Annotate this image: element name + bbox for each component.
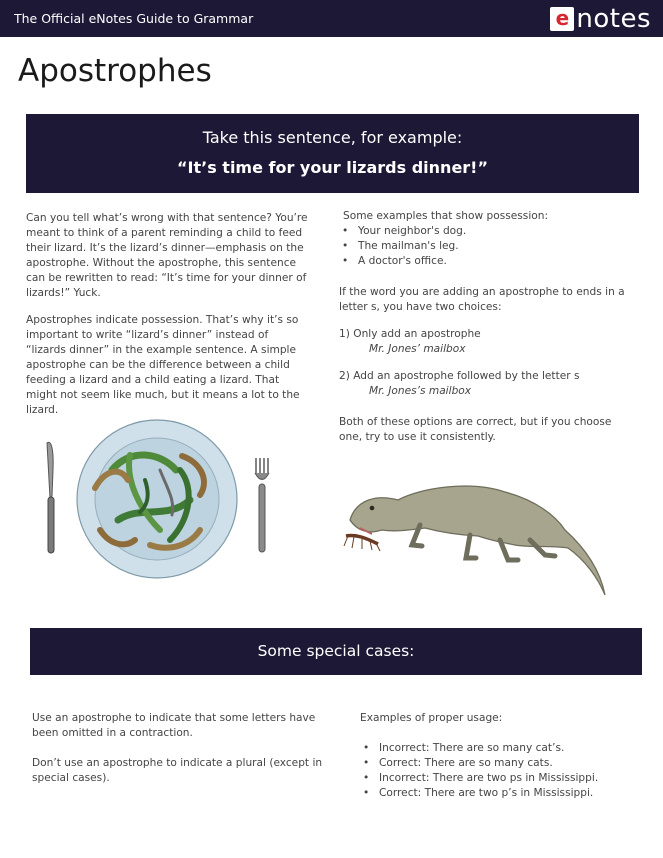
possession-list [339, 224, 627, 269]
special-cases-heading: Some special cases: [30, 628, 642, 675]
list-item: • Correct: There are two p’s in Mississippi. [360, 786, 642, 801]
list-item: • Incorrect: There are two ps in Mississippi. [360, 771, 642, 786]
list-item: • Correct: There are so many cats. [360, 756, 642, 771]
choice-one: 1) Only add an apostrophe [339, 327, 481, 340]
logo-word: notes [576, 4, 651, 34]
plate-icon [77, 420, 237, 578]
enotes-logo[interactable] [550, 4, 651, 34]
contraction-paragraph: Use an apostrophe to indicate that some letters have been omitted in a contraction. [32, 712, 316, 740]
guide-title: The Official eNotes Guide to Grammar [14, 11, 254, 26]
choice-two: 2) Add an apostrophe followed by the letter s [339, 369, 580, 382]
lizard-icon [344, 486, 605, 595]
intro-paragraph: Can you tell what’s wrong with that sentence? You’re meant to think of a parent reminding a child to feed their lizard. It’s the lizard’s dinner—emphasis on the apostrophe. Without the apostrophe, this sentence can be rewritten to read: “It’s time for your dinner of lizards!” Yuck. [26, 212, 308, 300]
right-column [339, 209, 627, 445]
plural-paragraph: Don’t use an apostrophe to indicate a plural (except in special cases). [32, 757, 323, 785]
example-lead: Take this sentence, for example: [202, 128, 463, 147]
choice-one-example: Mr. Jones’ mailbox [369, 342, 466, 355]
usage-intro: Examples of proper usage: [360, 712, 503, 724]
special-right-column [360, 711, 642, 801]
list-item: • The mailman's leg. [339, 239, 627, 254]
knife-icon [47, 442, 54, 553]
possession-paragraph: Apostrophes indicate possession. That’s why it’s so important to write “lizard’s dinner” instead of “lizards dinner” in the example sentence. A simple apostrophe can be the difference between a child feeding a lizard and a child eating a lizard. That might not seem like much, but it means a lot to the lizard. [26, 313, 300, 417]
left-column [26, 211, 309, 418]
example-quote: “It’s time for your lizards dinner!” [177, 158, 488, 177]
conclusion-paragraph: Both of these options are correct, but if you choose one, try to use it consistently. [339, 415, 612, 444]
lizard-dinner-icon [95, 455, 204, 548]
list-item: • Your neighbor's dog. [339, 224, 627, 239]
list-item: • Incorrect: There are so many cat’s. [360, 741, 642, 756]
s-ending-intro: If the word you are adding an apostrophe to ends in a letter s, you have two choices: [339, 286, 625, 314]
usage-list [360, 741, 642, 801]
logo-e-icon: e [550, 7, 574, 31]
example-box [26, 114, 639, 193]
choice-two-example: Mr. Jones’s mailbox [369, 384, 472, 397]
page-title: Apostrophes [18, 53, 212, 89]
possession-intro: Some examples that show possession: [343, 210, 549, 222]
special-left-column [32, 711, 324, 786]
list-item: • A doctor's office. [339, 254, 627, 269]
header-bar [0, 0, 663, 37]
fork-icon [255, 458, 269, 552]
